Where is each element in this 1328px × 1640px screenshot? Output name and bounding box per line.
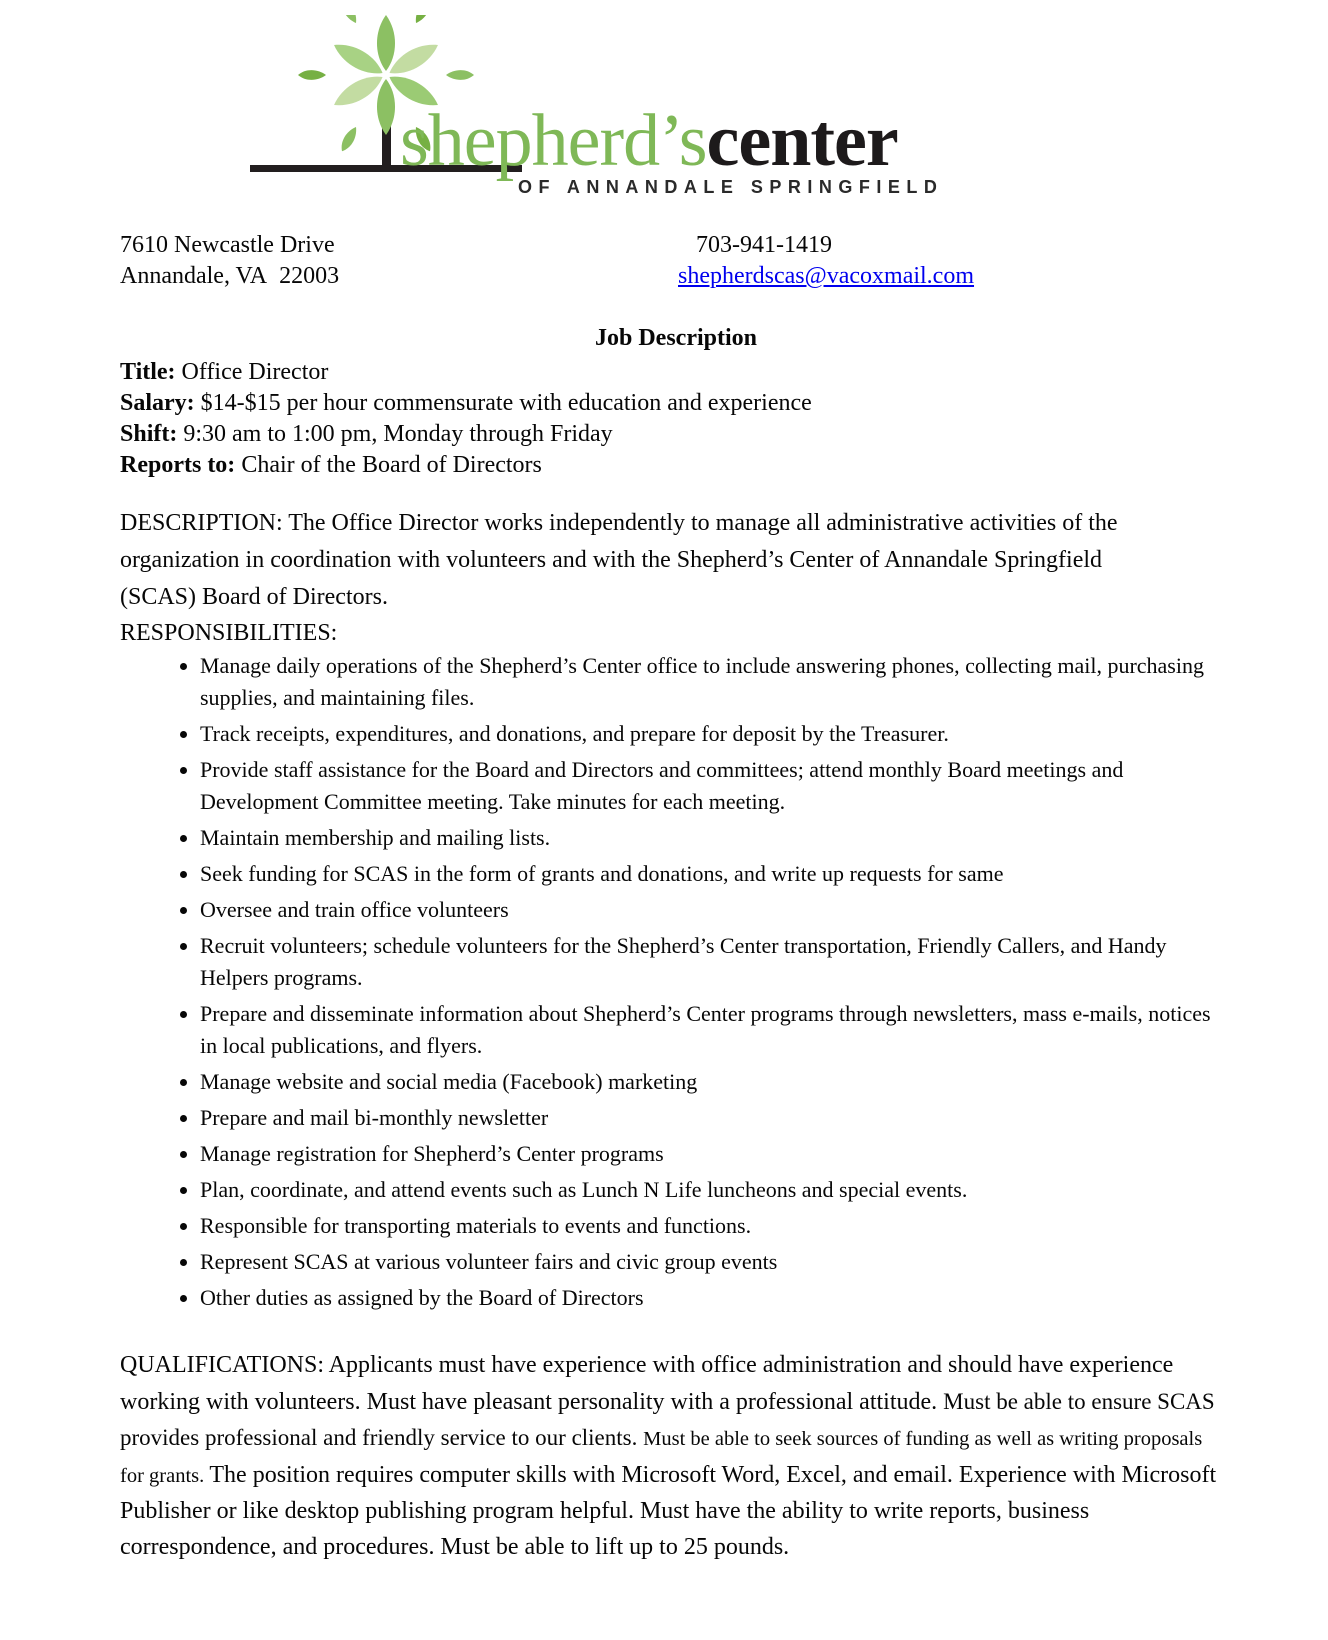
phone-email-block — [678, 230, 974, 292]
organization-logo — [250, 15, 1040, 205]
job-summary-fields — [120, 357, 812, 481]
logo-wordmark-shepherds: shepherd’s — [400, 100, 707, 182]
responsibility-item: • Provide staff assistance for the Board and Directors and committees; attend monthly Board meetings and Development Committee meeting. Take minutes for each meeting. — [200, 754, 1230, 818]
field-title — [120, 357, 812, 388]
address-block — [120, 230, 339, 292]
responsibility-item: • Prepare and mail bi-monthly newsletter — [200, 1102, 1230, 1134]
field-shift-label: Shift: — [120, 421, 178, 447]
description-paragraph: DESCRIPTION: The Office Director works independently to manage all administrative activities of the organization in coordination with volunteers and with the Shepherd’s Center of Annandale Springfield (SCAS) Board of Directors. — [120, 510, 1118, 610]
email-link[interactable]: shepherdscas@vacoxmail.com — [678, 263, 975, 289]
logo-wordmark-center: center — [706, 100, 898, 182]
responsibilities-list — [120, 650, 1230, 1318]
field-reports-to-label: Reports to: — [120, 452, 236, 478]
responsibility-item: • Seek funding for SCAS in the form of grants and donations, and write up requests for same — [200, 858, 1230, 890]
field-reports-to — [120, 450, 812, 481]
address-line-1: 7610 Newcastle Drive — [120, 232, 335, 258]
phone-number: 703-941-1419 — [696, 232, 832, 258]
logo-wordmark — [400, 100, 898, 182]
responsibility-item: • Plan, coordinate, and attend events such as Lunch N Life luncheons and special events. — [200, 1174, 1230, 1206]
qualifications-segment: QUALIFICATIONS: Applicants must have experience with office administration and should have experience working with volunteers. Must have pleasant personality with a professional attitude. — [120, 1352, 1174, 1415]
qualifications-paragraph — [120, 1348, 1225, 1565]
responsibility-item: • Maintain membership and mailing lists. — [200, 822, 1230, 854]
responsibility-item: • Other duties as assigned by the Board of Directors — [200, 1282, 1230, 1314]
page-title: Job Description — [595, 325, 757, 351]
field-title-value: Office Director — [175, 359, 329, 385]
responsibilities-heading: RESPONSIBILITIES: — [120, 620, 338, 646]
responsibility-item: • Manage registration for Shepherd’s Center programs — [200, 1138, 1230, 1170]
field-salary-value: $14-$15 per hour commensurate with education and experience — [194, 390, 812, 416]
field-salary-label: Salary: — [120, 390, 195, 416]
email-row — [678, 261, 974, 292]
responsibility-item: • Represent SCAS at various volunteer fairs and civic group events — [200, 1246, 1230, 1278]
responsibility-item: • Manage website and social media (Facebook) marketing — [200, 1066, 1230, 1098]
field-reports-to-value: Chair of the Board of Directors — [235, 452, 542, 478]
responsibility-item: • Oversee and train office volunteers — [200, 894, 1230, 926]
address-line-2: Annandale, VA 22003 — [120, 263, 340, 289]
qualifications-segment: Must be able to seek sources of funding as well as writing proposals for grants. — [120, 1428, 1203, 1487]
responsibility-item: • Manage daily operations of the Shepherd’s Center office to include answering phones, collecting mail, purchasing supplies, and maintaining files. — [200, 650, 1230, 714]
qualifications-segment: Must be able to ensure SCAS provides professional and friendly service to our clients. — [120, 1388, 1215, 1450]
field-title-label: Title: — [120, 359, 176, 385]
logo-subtitle: OF ANNANDALE SPRINGFIELD — [518, 177, 944, 197]
field-shift — [120, 419, 812, 450]
responsibility-item: • Prepare and disseminate information about Shepherd’s Center programs through newsletters, mass e-mails, notices in local publications, and flyers. — [200, 998, 1230, 1062]
field-salary — [120, 388, 812, 419]
responsibility-item: • Responsible for transporting materials to events and functions. — [200, 1210, 1230, 1242]
qualifications-segment: The position requires computer skills with Microsoft Word, Excel, and email. Experience with Microsoft Publisher or like desktop publishing program helpful. Must have the ability to write reports, business correspondence, and procedures. Must be able to lift up to 25 pounds. — [120, 1461, 1217, 1560]
field-shift-value: 9:30 am to 1:00 pm, Monday through Friday — [177, 421, 613, 447]
responsibility-item: • Track receipts, expenditures, and donations, and prepare for deposit by the Treasurer. — [200, 718, 1230, 750]
responsibility-item: • Recruit volunteers; schedule volunteers for the Shepherd’s Center transportation, Friendly Callers, and Handy Helpers programs. — [200, 930, 1230, 994]
